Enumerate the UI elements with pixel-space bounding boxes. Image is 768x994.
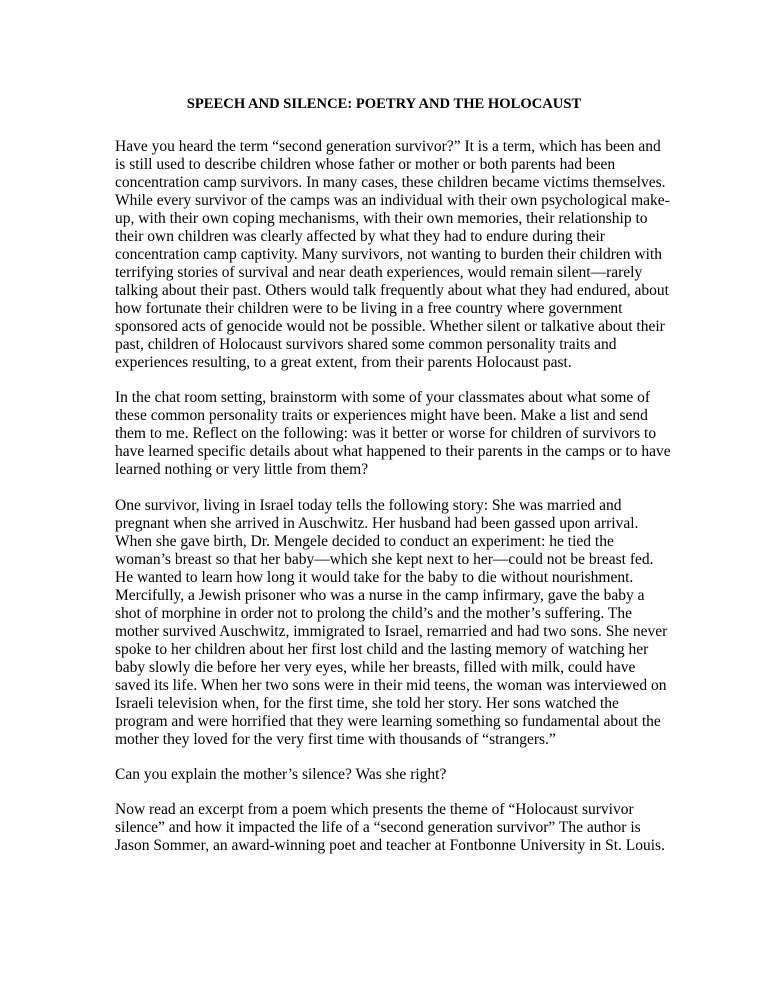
paragraph-line: Can you explain the mother’s silence? Was she right? — [115, 766, 447, 783]
paragraph-line: Jason Sommer, an award-winning poet and teacher at Fontbonne University in St. Louis. — [115, 837, 665, 854]
paragraph-line: While every survivor of the camps was an individual with their own psychological make- — [115, 192, 670, 209]
paragraph-line: baby slowly die before her very eyes, while her breasts, filled with milk, could have — [115, 659, 636, 676]
paragraph-line: concentration camp captivity. Many survivors, not wanting to burden their children with — [115, 246, 662, 263]
document-title: SPEECH AND SILENCE: POETRY AND THE HOLOCAUST — [186, 96, 582, 112]
paragraph-line: When she gave birth, Dr. Mengele decided to conduct an experiment: he tied the — [115, 533, 614, 550]
paragraph-line: shot of morphine in order not to prolong the child’s and the mother’s suffering. The — [115, 605, 633, 622]
paragraph-line: is still used to describe children whose father or mother or both parents had been — [115, 156, 616, 173]
paragraph-line: experiences resulting, to a great extent, from their parents Holocaust past. — [115, 354, 572, 371]
paragraph-line: In the chat room setting, brainstorm with some of your classmates about what some of — [115, 389, 651, 406]
paragraph-line: pregnant when she arrived in Auschwitz. Her husband had been gassed upon arrival. — [115, 515, 639, 532]
paragraph-line: saved its life. When her two sons were in their mid teens, the woman was interviewed on — [115, 677, 667, 694]
paragraph-line: terrifying stories of survival and near death experiences, would remain silent—rarely — [115, 264, 643, 281]
paragraph-line: spoke to her children about her first lost child and the lasting memory of watching her — [115, 641, 649, 658]
paragraph-line: mother they loved for the very first time with thousands of “strangers.” — [115, 731, 556, 748]
paragraph-line: Israeli television when, for the first time, she told her story. Her sons watched the — [115, 695, 619, 712]
paragraph-line: woman’s breast so that her baby—which she kept next to her—could not be breast fed. — [115, 551, 654, 568]
paragraph-line: up, with their own coping mechanisms, with their own memories, their relationship to — [115, 210, 648, 227]
paragraph-line: mother survived Auschwitz, immigrated to Israel, remarried and had two sons. She never — [115, 623, 668, 640]
paragraph-line: One survivor, living in Israel today tells the following story: She was married and — [115, 497, 622, 514]
paragraph-line: these common personality traits or experiences might have been. Make a list and send — [115, 407, 648, 424]
paragraph-line: He wanted to learn how long it would take for the baby to die without nourishment. — [115, 569, 634, 586]
paragraph-line: program and were horrified that they were learning something so fundamental about the — [115, 713, 661, 730]
paragraph-line: how fortunate their children were to be living in a free country where government — [115, 300, 623, 317]
paragraph-line: silence” and how it impacted the life of a “second generation survivor” The author is — [115, 819, 641, 836]
paragraph-line: have learned specific details about what happened to their parents in the camps or to have — [115, 443, 671, 460]
paragraph-line: their own children was clearly affected by what they had to endure during their — [115, 228, 605, 245]
paragraph-line: Have you heard the term “second generation survivor?” It is a term, which has been and — [115, 138, 661, 155]
paragraph-line: Mercifully, a Jewish prisoner who was a nurse in the camp infirmary, gave the baby a — [115, 587, 645, 604]
paragraph-line: talking about their past. Others would talk frequently about what they had endured, about — [115, 282, 669, 299]
paragraph-line: sponsored acts of genocide would not be possible. Whether silent or talkative about their — [115, 318, 665, 335]
paragraph-line: them to me. Reflect on the following: was it better or worse for children of survivors to — [115, 425, 657, 442]
paragraph-line: learned nothing or very little from them? — [115, 461, 369, 478]
paragraph-line: Now read an excerpt from a poem which presents the theme of “Holocaust survivor — [115, 801, 634, 818]
paragraph-line: concentration camp survivors. In many cases, these children became victims themselves. — [115, 174, 666, 191]
paragraph-line: past, children of Holocaust survivors shared some common personality traits and — [115, 336, 617, 353]
